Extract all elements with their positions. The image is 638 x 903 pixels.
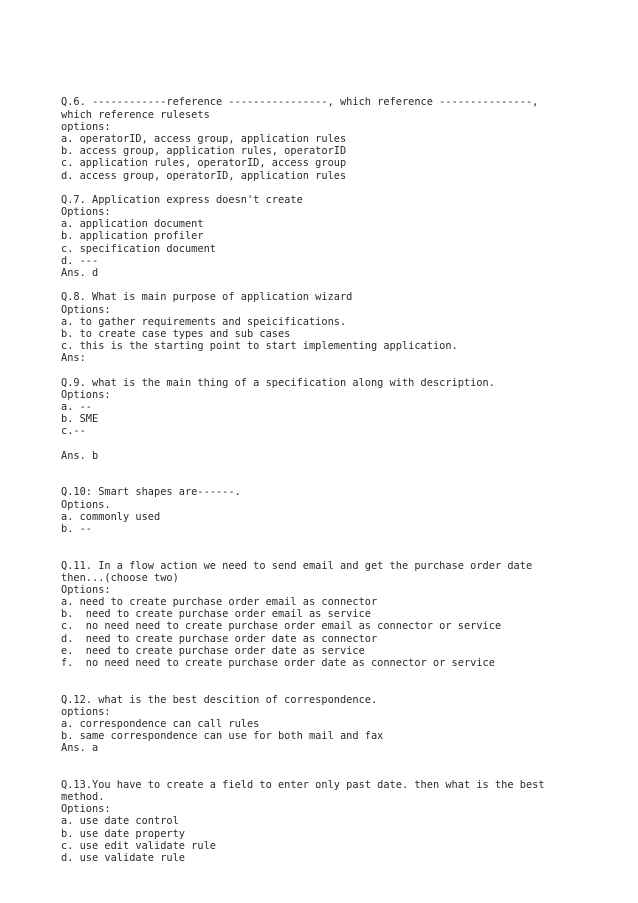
option-line: b. SME	[61, 413, 99, 426]
answer-line: Ans. b	[61, 449, 99, 462]
options-heading: Options:	[61, 583, 111, 596]
option-line: c. specification document	[61, 242, 216, 255]
blank-line	[61, 365, 621, 377]
options-heading: Options:	[61, 206, 111, 219]
answer-line: Ans:	[61, 352, 86, 365]
blank-line	[61, 474, 621, 486]
option-line: d. access group, operatorID, application rules	[61, 169, 347, 182]
answer-line: Ans. a	[61, 742, 99, 755]
question-line: Q.7. Application express doesn't create	[61, 193, 303, 206]
option-line: a. need to create purchase order email as connector	[61, 596, 378, 609]
option-line: a. to gather requirements and speicifications.	[61, 315, 347, 328]
blank-line	[61, 438, 621, 450]
option-line: c.--	[61, 425, 86, 438]
option-line: e. need to create purchase order date as service	[61, 644, 365, 657]
blank-line	[61, 755, 621, 767]
option-line: b. same correspondence can use for both mail and fax	[61, 730, 384, 743]
options-heading: Options:	[61, 388, 111, 401]
blank-line	[61, 547, 621, 559]
blank-line	[61, 681, 621, 693]
question-line: Q.11. In a flow action we need to send email and get the purchase order date	[61, 559, 533, 572]
document-page	[61, 72, 621, 876]
question-line: Q.9. what is the main thing of a specification along with description.	[61, 376, 495, 389]
option-line: a. operatorID, access group, application rules	[61, 132, 347, 145]
option-line: b. to create case types and sub cases	[61, 327, 291, 340]
option-line: b. application profiler	[61, 230, 204, 243]
option-line: c. application rules, operatorID, access group	[61, 157, 347, 170]
option-line: a. use date control	[61, 815, 179, 828]
option-line: a. commonly used	[61, 510, 161, 523]
blank-line	[61, 535, 621, 547]
options-heading: Options:	[61, 803, 111, 816]
option-line: f. no need need to create purchase order date as connector or service	[61, 657, 495, 670]
option-line: b. need to create purchase order email as service	[61, 608, 371, 621]
options-heading: options:	[61, 120, 111, 133]
option-line: c. use edit validate rule	[61, 839, 216, 852]
option-line: d. need to create purchase order date as connector	[61, 632, 378, 645]
option-line: a. --	[61, 401, 92, 414]
question-line: Q.13.You have to create a field to enter only past date. then what is the best	[61, 778, 545, 791]
option-line: d. use validate rule	[61, 852, 185, 865]
answer-line: Ans. d	[61, 267, 99, 280]
option-line: c. no need need to create purchase order email as connector or service	[61, 620, 502, 633]
options-heading: Options:	[61, 303, 111, 316]
question-line: Q.10: Smart shapes are------.	[61, 486, 241, 499]
option-line: a. correspondence can call rules	[61, 717, 260, 730]
option-line: b. --	[61, 522, 92, 535]
blank-line	[61, 462, 621, 474]
blank-line	[61, 279, 621, 291]
text-line: which reference rulesets	[61, 108, 210, 121]
blank-line	[61, 767, 621, 779]
blank-line	[61, 182, 621, 194]
option-line: c. this is the starting point to start implementing application.	[61, 340, 458, 353]
option-line: b. access group, application rules, operatorID	[61, 145, 347, 158]
question-line: Q.12. what is the best descition of correspondence.	[61, 693, 378, 706]
blank-line	[61, 669, 621, 681]
option-line: d. ---	[61, 254, 99, 267]
document-text	[61, 96, 621, 864]
question-line: Q.6. ------------reference ----------------, which reference ---------------,	[61, 96, 539, 109]
options-heading: options:	[61, 705, 111, 718]
options-heading: Options.	[61, 498, 111, 511]
text-line: method.	[61, 791, 105, 804]
text-line: then...(choose two)	[61, 571, 179, 584]
option-line: a. application document	[61, 218, 204, 231]
option-line: b. use date property	[61, 827, 185, 840]
question-line: Q.8. What is main purpose of application wizard	[61, 291, 353, 304]
